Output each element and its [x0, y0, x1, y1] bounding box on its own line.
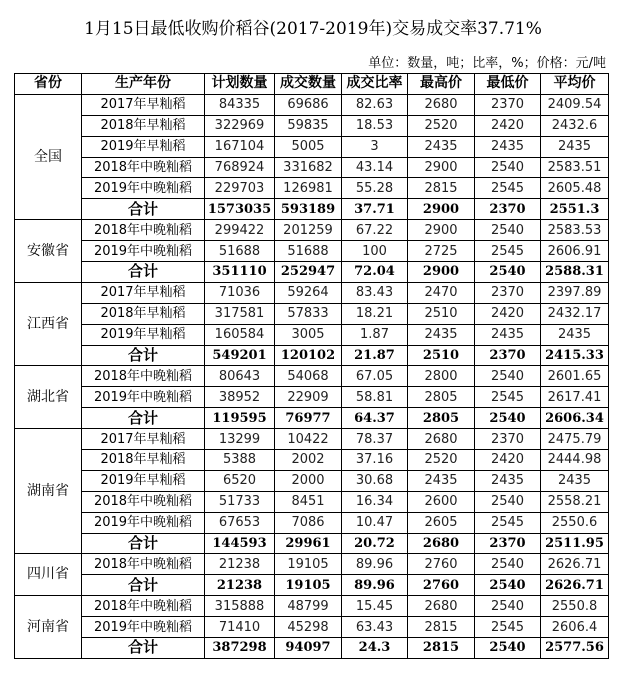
value-cell: 43.14	[342, 157, 408, 178]
value-cell: 2420	[475, 115, 541, 136]
value-cell: 3005	[275, 324, 342, 345]
total-value-cell: 144593	[205, 533, 275, 554]
value-cell: 51688	[205, 241, 275, 262]
year-cell: 2017年早籼稻	[82, 429, 205, 450]
total-value-cell: 2606.34	[541, 408, 609, 429]
year-cell: 2019年早籼稻	[82, 136, 205, 157]
value-cell: 331682	[275, 157, 342, 178]
total-row	[15, 638, 609, 659]
value-cell: 67.22	[342, 220, 408, 241]
value-cell: 317581	[205, 303, 275, 324]
year-cell: 2019年早籼稻	[82, 324, 205, 345]
year-cell: 2018年中晚籼稻	[82, 157, 205, 178]
table-body	[15, 94, 609, 658]
province-cell: 全国	[15, 94, 82, 219]
value-cell: 58.81	[342, 387, 408, 408]
value-cell: 5388	[205, 450, 275, 471]
value-cell: 2475.79	[541, 429, 609, 450]
year-cell: 2018年中晚籼稻	[82, 491, 205, 512]
value-cell: 59835	[275, 115, 342, 136]
table-row	[15, 282, 609, 303]
value-cell: 768924	[205, 157, 275, 178]
value-cell: 3	[342, 136, 408, 157]
value-cell: 160584	[205, 324, 275, 345]
value-cell: 2409.54	[541, 94, 609, 115]
value-cell: 2617.41	[541, 387, 609, 408]
value-cell: 2680	[408, 429, 475, 450]
total-value-cell: 1573035	[205, 199, 275, 220]
value-cell: 2900	[408, 220, 475, 241]
value-cell: 2583.51	[541, 157, 609, 178]
value-cell: 100	[342, 241, 408, 262]
total-value-cell: 2815	[408, 638, 475, 659]
table-row	[15, 115, 609, 136]
value-cell: 315888	[205, 596, 275, 617]
total-value-cell: 21238	[205, 575, 275, 596]
total-value-cell: 549201	[205, 345, 275, 366]
value-cell: 2510	[408, 303, 475, 324]
table-row	[15, 512, 609, 533]
total-value-cell: 2577.56	[541, 638, 609, 659]
province-cell: 湖南省	[15, 429, 82, 554]
table-row	[15, 157, 609, 178]
col-avg-price: 平均价	[541, 74, 609, 95]
table-row	[15, 324, 609, 345]
value-cell: 2470	[408, 282, 475, 303]
total-value-cell: 119595	[205, 408, 275, 429]
total-value-cell: 76977	[275, 408, 342, 429]
total-value-cell: 2540	[475, 408, 541, 429]
total-value-cell: 252947	[275, 262, 342, 283]
total-value-cell: 94097	[275, 638, 342, 659]
value-cell: 2397.89	[541, 282, 609, 303]
value-cell: 126981	[275, 178, 342, 199]
value-cell: 299422	[205, 220, 275, 241]
total-value-cell: 351110	[205, 262, 275, 283]
province-cell: 江西省	[15, 282, 82, 366]
value-cell: 2626.71	[541, 554, 609, 575]
value-cell: 2520	[408, 450, 475, 471]
trade-table	[14, 73, 609, 659]
value-cell: 59264	[275, 282, 342, 303]
value-cell: 2435	[541, 136, 609, 157]
value-cell: 21238	[205, 554, 275, 575]
total-value-cell: 29961	[275, 533, 342, 554]
year-cell: 2018年中晚籼稻	[82, 554, 205, 575]
table-row	[15, 387, 609, 408]
total-row	[15, 408, 609, 429]
total-value-cell: 2588.31	[541, 262, 609, 283]
col-province: 省份	[15, 74, 82, 95]
value-cell: 51688	[275, 241, 342, 262]
year-cell: 2017年早籼稻	[82, 94, 205, 115]
col-min-price: 最低价	[475, 74, 541, 95]
total-value-cell: 2540	[475, 575, 541, 596]
value-cell: 2545	[475, 178, 541, 199]
value-cell: 2432.6	[541, 115, 609, 136]
total-row	[15, 199, 609, 220]
total-label: 合计	[82, 533, 205, 554]
value-cell: 2370	[475, 429, 541, 450]
total-value-cell: 2760	[408, 575, 475, 596]
value-cell: 2545	[475, 241, 541, 262]
value-cell: 83.43	[342, 282, 408, 303]
year-cell: 2019年中晚籼稻	[82, 387, 205, 408]
total-value-cell: 2415.33	[541, 345, 609, 366]
page-title: 1月15日最低收购价稻谷(2017-2019年)交易成交率37.71%	[84, 19, 542, 39]
value-cell: 8451	[275, 491, 342, 512]
value-cell: 30.68	[342, 470, 408, 491]
value-cell: 1.87	[342, 324, 408, 345]
total-value-cell: 64.37	[342, 408, 408, 429]
value-cell: 2680	[408, 94, 475, 115]
value-cell: 16.34	[342, 491, 408, 512]
value-cell: 2540	[475, 157, 541, 178]
total-value-cell: 21.87	[342, 345, 408, 366]
unit-note: 单位：数量，吨；比率，%；价格：元/吨	[368, 56, 606, 71]
value-cell: 89.96	[342, 554, 408, 575]
value-cell: 2606.4	[541, 617, 609, 638]
table-row	[15, 136, 609, 157]
value-cell: 2800	[408, 366, 475, 387]
value-cell: 2420	[475, 450, 541, 471]
year-cell: 2018年中晚籼稻	[82, 366, 205, 387]
year-cell: 2018年中晚籼稻	[82, 596, 205, 617]
value-cell: 71036	[205, 282, 275, 303]
table-row	[15, 554, 609, 575]
value-cell: 7086	[275, 512, 342, 533]
value-cell: 67.05	[342, 366, 408, 387]
table-row	[15, 596, 609, 617]
value-cell: 54068	[275, 366, 342, 387]
year-cell: 2017年早籼稻	[82, 282, 205, 303]
value-cell: 2545	[475, 512, 541, 533]
value-cell: 37.16	[342, 450, 408, 471]
col-deal-rate: 成交比率	[342, 74, 408, 95]
table-row	[15, 491, 609, 512]
total-value-cell: 2626.71	[541, 575, 609, 596]
value-cell: 2540	[475, 220, 541, 241]
value-cell: 229703	[205, 178, 275, 199]
value-cell: 18.53	[342, 115, 408, 136]
value-cell: 2540	[475, 366, 541, 387]
value-cell: 2435	[475, 324, 541, 345]
value-cell: 84335	[205, 94, 275, 115]
value-cell: 2435	[541, 470, 609, 491]
value-cell: 2680	[408, 596, 475, 617]
total-value-cell: 387298	[205, 638, 275, 659]
year-cell: 2019年中晚籼稻	[82, 617, 205, 638]
total-label: 合计	[82, 575, 205, 596]
total-value-cell: 24.3	[342, 638, 408, 659]
province-cell: 安徽省	[15, 220, 82, 283]
value-cell: 63.43	[342, 617, 408, 638]
total-value-cell: 19105	[275, 575, 342, 596]
value-cell: 2601.65	[541, 366, 609, 387]
year-cell: 2018年早籼稻	[82, 450, 205, 471]
value-cell: 2545	[475, 387, 541, 408]
col-max-price: 最高价	[408, 74, 475, 95]
value-cell: 2540	[475, 554, 541, 575]
total-value-cell: 2680	[408, 533, 475, 554]
table-row	[15, 617, 609, 638]
value-cell: 2545	[475, 617, 541, 638]
value-cell: 2805	[408, 387, 475, 408]
value-cell: 2435	[541, 324, 609, 345]
table-row	[15, 470, 609, 491]
table-row	[15, 241, 609, 262]
value-cell: 69686	[275, 94, 342, 115]
total-label: 合计	[82, 638, 205, 659]
value-cell: 2550.8	[541, 596, 609, 617]
value-cell: 2002	[275, 450, 342, 471]
total-value-cell: 2540	[475, 638, 541, 659]
total-value-cell: 2551.3	[541, 199, 609, 220]
table-row	[15, 178, 609, 199]
value-cell: 55.28	[342, 178, 408, 199]
total-row	[15, 345, 609, 366]
value-cell: 19105	[275, 554, 342, 575]
total-label: 合计	[82, 262, 205, 283]
year-cell: 2018年中晚籼稻	[82, 220, 205, 241]
total-value-cell: 89.96	[342, 575, 408, 596]
table-row	[15, 366, 609, 387]
value-cell: 10.47	[342, 512, 408, 533]
year-cell: 2019年早籼稻	[82, 470, 205, 491]
value-cell: 167104	[205, 136, 275, 157]
value-cell: 78.37	[342, 429, 408, 450]
value-cell: 18.21	[342, 303, 408, 324]
total-value-cell: 20.72	[342, 533, 408, 554]
value-cell: 2435	[408, 136, 475, 157]
col-deal-qty: 成交数量	[275, 74, 342, 95]
value-cell: 2435	[475, 470, 541, 491]
col-planned-qty: 计划数量	[205, 74, 275, 95]
total-row	[15, 262, 609, 283]
table-row	[15, 450, 609, 471]
total-value-cell: 2540	[475, 262, 541, 283]
value-cell: 2540	[475, 491, 541, 512]
value-cell: 2432.17	[541, 303, 609, 324]
value-cell: 2550.6	[541, 512, 609, 533]
value-cell: 2760	[408, 554, 475, 575]
value-cell: 2900	[408, 157, 475, 178]
value-cell: 67653	[205, 512, 275, 533]
total-row	[15, 575, 609, 596]
total-value-cell: 2805	[408, 408, 475, 429]
province-cell: 河南省	[15, 596, 82, 659]
value-cell: 22909	[275, 387, 342, 408]
table-row	[15, 94, 609, 115]
year-cell: 2019年中晚籼稻	[82, 512, 205, 533]
value-cell: 38952	[205, 387, 275, 408]
province-cell: 湖北省	[15, 366, 82, 429]
value-cell: 2520	[408, 115, 475, 136]
value-cell: 10422	[275, 429, 342, 450]
value-cell: 2605	[408, 512, 475, 533]
value-cell: 322969	[205, 115, 275, 136]
value-cell: 2444.98	[541, 450, 609, 471]
value-cell: 6520	[205, 470, 275, 491]
total-row	[15, 533, 609, 554]
value-cell: 2583.53	[541, 220, 609, 241]
value-cell: 2815	[408, 617, 475, 638]
value-cell: 45298	[275, 617, 342, 638]
value-cell: 82.63	[342, 94, 408, 115]
value-cell: 51733	[205, 491, 275, 512]
year-cell: 2019年中晚籼稻	[82, 241, 205, 262]
total-label: 合计	[82, 408, 205, 429]
total-value-cell: 593189	[275, 199, 342, 220]
total-value-cell: 2510	[408, 345, 475, 366]
value-cell: 5005	[275, 136, 342, 157]
table-row	[15, 220, 609, 241]
table-row	[15, 303, 609, 324]
value-cell: 2540	[475, 596, 541, 617]
total-value-cell: 2370	[475, 533, 541, 554]
year-cell: 2018年早籼稻	[82, 303, 205, 324]
value-cell: 48799	[275, 596, 342, 617]
value-cell: 2606.91	[541, 241, 609, 262]
total-value-cell: 2900	[408, 262, 475, 283]
header-row	[15, 74, 609, 95]
total-value-cell: 2370	[475, 345, 541, 366]
total-value-cell: 2511.95	[541, 533, 609, 554]
value-cell: 71410	[205, 617, 275, 638]
total-value-cell: 2370	[475, 199, 541, 220]
year-cell: 2018年早籼稻	[82, 115, 205, 136]
value-cell: 13299	[205, 429, 275, 450]
value-cell: 2605.48	[541, 178, 609, 199]
total-value-cell: 72.04	[342, 262, 408, 283]
value-cell: 2725	[408, 241, 475, 262]
total-label: 合计	[82, 345, 205, 366]
value-cell: 57833	[275, 303, 342, 324]
value-cell: 2600	[408, 491, 475, 512]
value-cell: 2420	[475, 303, 541, 324]
total-label: 合计	[82, 199, 205, 220]
total-value-cell: 37.71	[342, 199, 408, 220]
province-cell: 四川省	[15, 554, 82, 596]
total-value-cell: 2900	[408, 199, 475, 220]
col-year: 生产年份	[82, 74, 205, 95]
year-cell: 2019年中晚籼稻	[82, 178, 205, 199]
total-value-cell: 120102	[275, 345, 342, 366]
value-cell: 2435	[408, 324, 475, 345]
value-cell: 201259	[275, 220, 342, 241]
value-cell: 15.45	[342, 596, 408, 617]
value-cell: 2370	[475, 94, 541, 115]
value-cell: 2815	[408, 178, 475, 199]
value-cell: 2558.21	[541, 491, 609, 512]
value-cell: 2435	[408, 470, 475, 491]
value-cell: 2435	[475, 136, 541, 157]
value-cell: 2000	[275, 470, 342, 491]
value-cell: 2370	[475, 282, 541, 303]
value-cell: 80643	[205, 366, 275, 387]
table-row	[15, 429, 609, 450]
